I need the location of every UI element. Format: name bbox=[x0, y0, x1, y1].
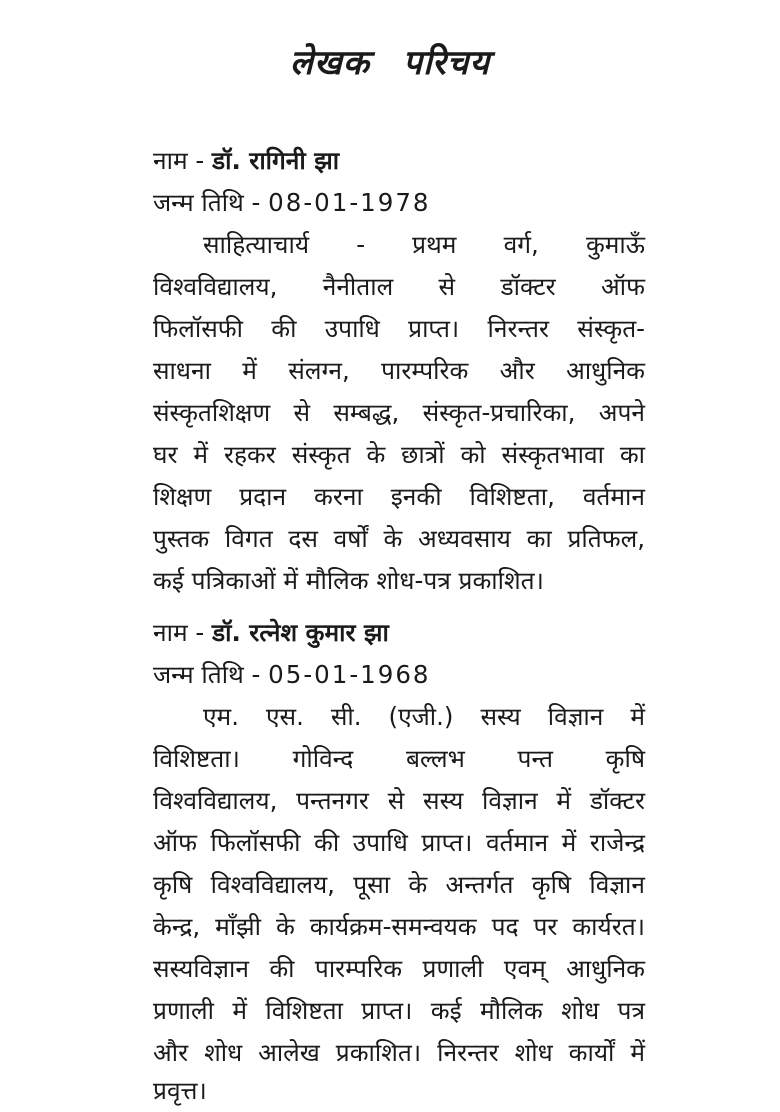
bio-line: ऑफ फिलॉसफी की उपाधि प्राप्त। वर्तमान में राजेन्द्र bbox=[153, 828, 645, 857]
page-title bbox=[0, 38, 780, 84]
name-label: नाम - bbox=[153, 618, 213, 647]
bio-line: केन्द्र, माँझी के कार्यक्रम-समन्वयक पद पर कार्यरत। bbox=[153, 912, 645, 941]
author-dob-line bbox=[153, 182, 645, 224]
bio-line: विश्वविद्यालय, पन्तनगर से सस्य विज्ञान में डॉक्टर bbox=[153, 786, 645, 815]
bio-line: कई पत्रिकाओं में मौलिक शोध-पत्र प्रकाशित। bbox=[153, 566, 544, 595]
title-word: लेखक bbox=[289, 43, 370, 83]
author-name-line bbox=[153, 612, 645, 654]
bio-line: साहित्याचार्य - प्रथम वर्ग, कुमाऊँ bbox=[203, 230, 645, 259]
dob-value: 08-01-1978 bbox=[268, 188, 431, 217]
dob-label: जन्म तिथि - bbox=[153, 660, 269, 689]
bio-line: पुस्तक विगत दस वर्षों के अध्यवसाय का प्रतिफल, bbox=[153, 524, 645, 553]
bio-line: विश्वविद्यालय, नैनीताल से डॉक्टर ऑफ bbox=[153, 272, 645, 301]
bio-line: फिलॉसफी की उपाधि प्राप्त। निरन्तर संस्कृत- bbox=[153, 314, 645, 343]
title-word: परिचय bbox=[402, 43, 491, 83]
bio-line: एम. एस. सी. (एजी.) सस्य विज्ञान में bbox=[203, 702, 645, 731]
author-name: डॉ. रत्नेश कुमार झा bbox=[212, 618, 389, 647]
bio-line: प्रवृत्त। bbox=[153, 1076, 207, 1105]
bio-line: और शोध आलेख प्रकाशित। निरन्तर शोध कार्यों में bbox=[153, 1038, 645, 1067]
author-name: डॉ. रागिनी झा bbox=[212, 146, 340, 175]
bio-line: सस्यविज्ञान की पारम्परिक प्रणाली एवम् आधुनिक bbox=[153, 954, 645, 983]
dob-value: 05-01-1968 bbox=[268, 660, 431, 689]
author-name-line bbox=[153, 140, 645, 182]
bio-line: साधना में संलग्न, पारम्परिक और आधुनिक bbox=[153, 356, 645, 385]
dob-label: जन्म तिथि - bbox=[153, 188, 269, 217]
bio-line: संस्कृतशिक्षण से सम्बद्ध, संस्कृत-प्रचारिका, अपने bbox=[153, 398, 645, 427]
bio-line: शिक्षण प्रदान करना इनकी विशिष्टता, वर्तमान bbox=[153, 482, 645, 511]
bio-line: विशिष्टता। गोविन्द बल्लभ पन्त कृषि bbox=[153, 744, 645, 773]
bio-line: कृषि विश्वविद्यालय, पूसा के अन्तर्गत कृषि विज्ञान bbox=[153, 870, 645, 899]
bio-line: घर में रहकर संस्कृत के छात्रों को संस्कृतभावा का bbox=[153, 440, 645, 469]
author-dob-line bbox=[153, 654, 645, 696]
name-label: नाम - bbox=[153, 146, 213, 175]
bio-line: प्रणाली में विशिष्टता प्राप्त। कई मौलिक शोध पत्र bbox=[153, 996, 645, 1025]
